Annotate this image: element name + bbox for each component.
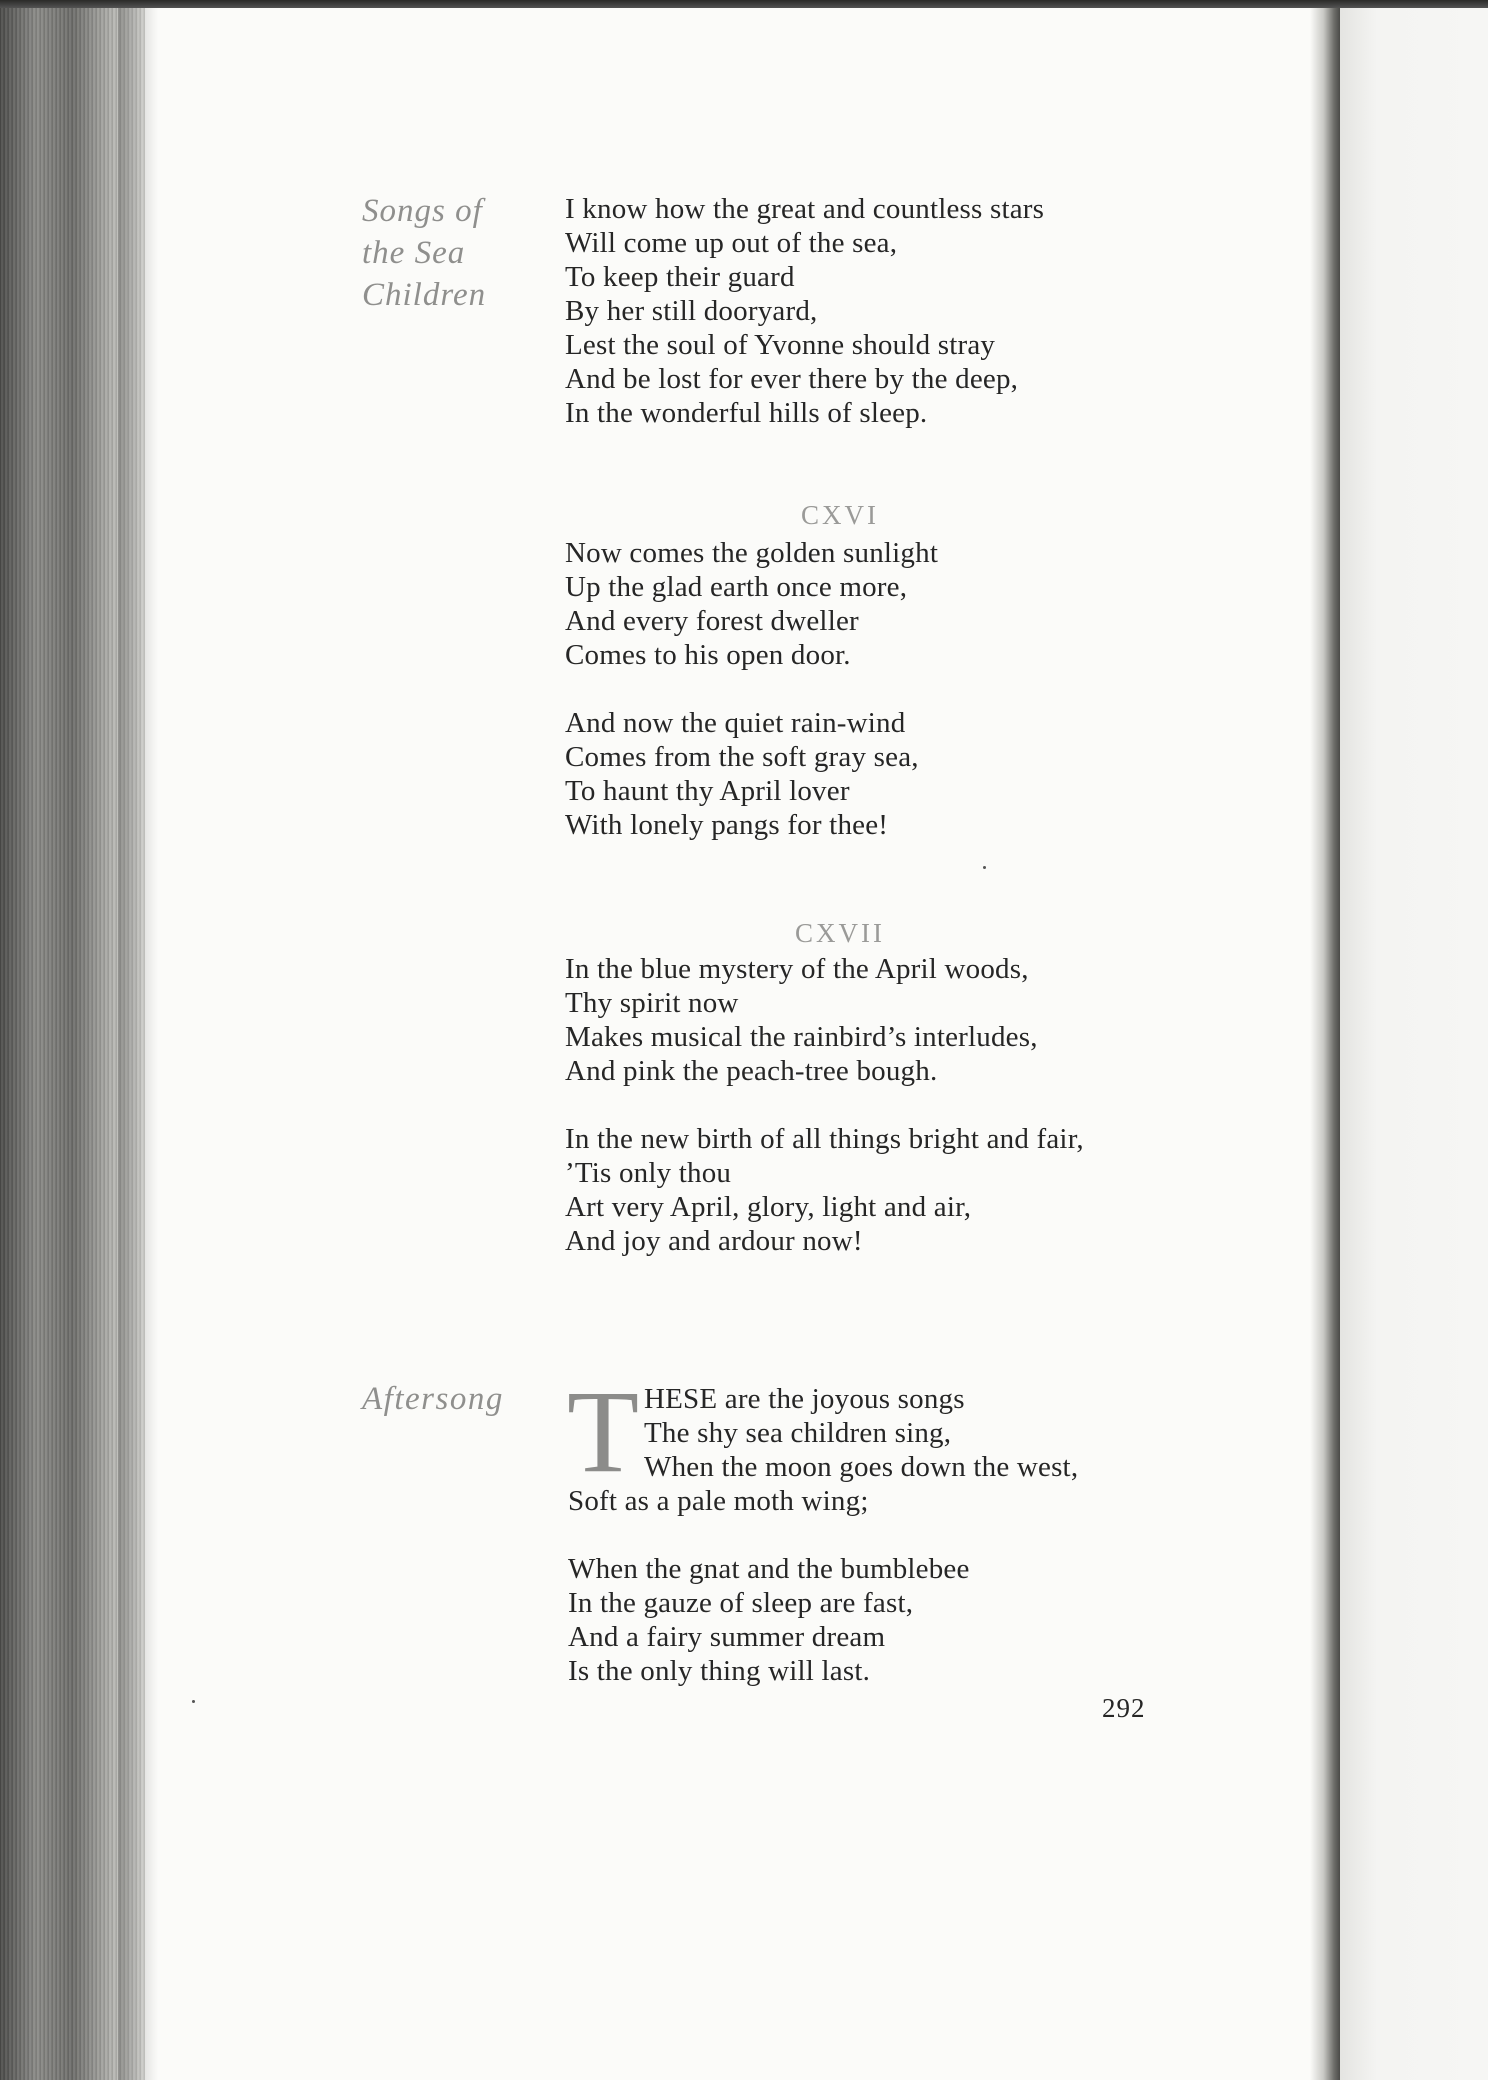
ink-speck — [192, 1700, 195, 1703]
poem-line: In the blue mystery of the April woods, — [565, 953, 1029, 985]
poem-line: To keep their guard — [565, 261, 795, 293]
poem-line: And joy and ardour now! — [565, 1225, 863, 1257]
poem-line: And a fairy summer dream — [568, 1621, 886, 1653]
poem-line: Art very April, glory, light and air, — [565, 1191, 972, 1223]
stanza-continued — [565, 192, 1044, 430]
poem-line: Lest the soul of Yvonne should stray — [565, 329, 996, 361]
section-sidenote — [362, 190, 522, 316]
poem-line: And every forest dweller — [565, 605, 859, 637]
poem-line: Makes musical the rainbird’s interludes, — [565, 1021, 1038, 1053]
poem-line: In the wonderful hills of sleep. — [565, 397, 928, 429]
stanza-cxvii-1 — [565, 952, 1038, 1088]
poem-line: To haunt thy April lover — [565, 775, 850, 807]
sidenote-line: the Sea — [362, 235, 466, 271]
sidenote-line: Children — [362, 277, 487, 313]
spine-gutter — [1310, 8, 1340, 2080]
stanza-cxvi-1 — [565, 536, 938, 672]
poem-line: In the gauze of sleep are fast, — [568, 1587, 914, 1619]
sidenote-line: Songs of — [362, 193, 483, 229]
poem-line: HESE are the joyous songs — [644, 1383, 965, 1415]
stanza-cxvi-2 — [565, 706, 919, 842]
poem-line: By her still dooryard, — [565, 295, 818, 327]
poem-line: Comes from the soft gray sea, — [565, 741, 919, 773]
poem-line: When the moon goes down the west, — [644, 1451, 1079, 1483]
poem-line: Is the only thing will last. — [568, 1655, 871, 1687]
page-number: 292 — [1102, 1693, 1146, 1723]
poem-line: And now the quiet rain-wind — [565, 707, 906, 739]
poem-line: And pink the peach-tree bough. — [565, 1055, 938, 1087]
stanza-cxvii-2 — [565, 1122, 1084, 1258]
stanza-aftersong-2 — [568, 1552, 970, 1688]
poem-line: Up the glad earth once more, — [565, 571, 908, 603]
section-heading-cxvii: CXVII — [795, 918, 885, 948]
poem-line: Soft as a pale moth wing; — [568, 1485, 869, 1517]
poem-line: I know how the great and countless stars — [565, 193, 1045, 225]
poem-line: ’Tis only thou — [565, 1157, 732, 1189]
section-heading-cxvi: CXVI — [801, 500, 879, 530]
poem-line: And be lost for ever there by the deep, — [565, 363, 1019, 395]
poem-line: In the new birth of all things bright and fair, — [565, 1123, 1084, 1155]
fore-edge-shadow — [118, 8, 158, 2080]
poem-line: The shy sea children sing, — [644, 1417, 952, 1449]
aftersong-sidenote: Aftersong — [362, 1381, 504, 1417]
poem-line: Comes to his open door. — [565, 639, 851, 671]
poem-line: With lonely pangs for thee! — [565, 809, 889, 841]
ink-speck — [983, 866, 986, 869]
poem-line: Will come up out of the sea, — [565, 227, 898, 259]
drop-cap: T — [567, 1366, 640, 1497]
stanza-aftersong-1 — [567, 1366, 1079, 1518]
facing-page-edge — [1340, 8, 1488, 2080]
poem-line: Now comes the golden sunlight — [565, 537, 939, 569]
poem-line: When the gnat and the bumblebee — [568, 1553, 970, 1585]
poem-line: Thy spirit now — [565, 987, 739, 1019]
